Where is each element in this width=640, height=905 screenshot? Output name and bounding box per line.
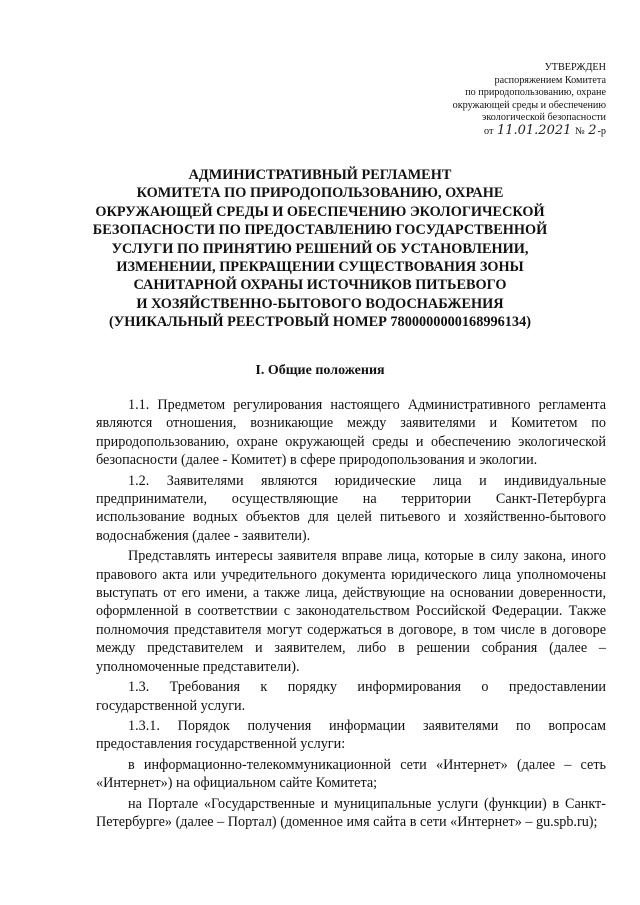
title-line: УСЛУГИ ПО ПРИНЯТИЮ РЕШЕНИЙ ОБ УСТАНОВЛЕНИИ, (111, 240, 529, 257)
approval-heading: УТВЕРЖДЕН (544, 62, 606, 73)
title-line: КОМИТЕТА ПО ПРИРОДОПОЛЬЗОВАНИЮ, ОХРАНЕ (136, 185, 504, 202)
number-prefix: № (574, 125, 585, 137)
approval-date-line (366, 122, 606, 139)
approval-line: по природопользованию, охране (465, 87, 606, 99)
date-prefix: от (483, 125, 494, 137)
document-title (70, 166, 570, 332)
title-line: И ХОЗЯЙСТВЕННО-БЫТОВОГО ВОДОСНАБЖЕНИЯ (136, 295, 504, 312)
number-suffix: -р (597, 125, 606, 137)
paragraph: 1.3.1. Порядок получения информации заявителями по вопросам предоставления государственной услуги: (96, 717, 606, 753)
paragraph: 1.1. Предметом регулирования настоящего Административного регламента являются отношения, возникающие между заявителями и Комитетом по природопользованию, охране окружающей среды и обеспечению экологической безопасности (далее - Комитет) в сфере природопользования и экологии. (96, 397, 606, 469)
paragraph: 1.3. Требования к порядку информирования о предоставлении государственной услуги. (96, 679, 606, 714)
title-line: (УНИКАЛЬНЫЙ РЕЕСТРОВЫЙ НОМЕР 7800000000168996134) (108, 314, 531, 331)
paragraph: Представлять интересы заявителя вправе лица, которые в силу закона, иного правового акта или учредительного документа юридического лица уполномочены выступать от его имени, а также лица, действующие на основании доверенности, оформленной в соответствии с законодательством Российской Федерации. Также полномочия представителя могут содержаться в договоре, в том числе в договоре между представителем и заявителем, либо в решении собрания (далее – уполномоченные представители). (96, 548, 606, 675)
title-line: ИЗМЕНЕНИИ, ПРЕКРАЩЕНИИ СУЩЕСТВОВАНИЯ ЗОНЫ (116, 259, 524, 276)
handwritten-date: 11.01.2021 (496, 122, 572, 138)
title-line: ОКРУЖАЮЩЕЙ СРЕДЫ И ОБЕСПЕЧЕНИЮ ЭКОЛОГИЧЕСКОЙ (95, 203, 545, 220)
approval-line: окружающей среды и обеспечению (452, 99, 606, 111)
approval-stamp-block (366, 62, 606, 139)
paragraph: 1.2. Заявителями являются юридические лица и индивидуальные предприниматели, осуществляющие на территории Санкт-Петербурга использование водных объектов для целей питьевого и хозяйственно-бытового водоснабжения (далее - заявители). (96, 472, 606, 544)
document-body (96, 396, 606, 833)
paragraph: на Портале «Государственные и муниципальные услуги (функции) в Санкт-Петербурге» (далее – Портал) (доменное имя сайта в сети «Интернет» – gu.spb.ru); (96, 795, 606, 830)
approval-line: экологической безопасности (482, 112, 606, 124)
approval-line: распоряжением Комитета (494, 74, 606, 86)
title-line: АДМИНИСТРАТИВНЫЙ РЕГЛАМЕНТ (188, 167, 452, 183)
paragraph: в информационно-телекоммуникационной сети «Интернет» (далее – сеть «Интернет») на официальном сайте Комитета; (96, 756, 606, 792)
title-line: БЕЗОПАСНОСТИ ПО ПРЕДОСТАВЛЕНИЮ ГОСУДАРСТВЕННОЙ (92, 222, 548, 239)
title-line: САНИТАРНОЙ ОХРАНЫ ИСТОЧНИКОВ ПИТЬЕВОГО (133, 277, 507, 294)
section-heading: I. Общие положения (255, 363, 385, 378)
handwritten-number: 2 (588, 122, 597, 138)
